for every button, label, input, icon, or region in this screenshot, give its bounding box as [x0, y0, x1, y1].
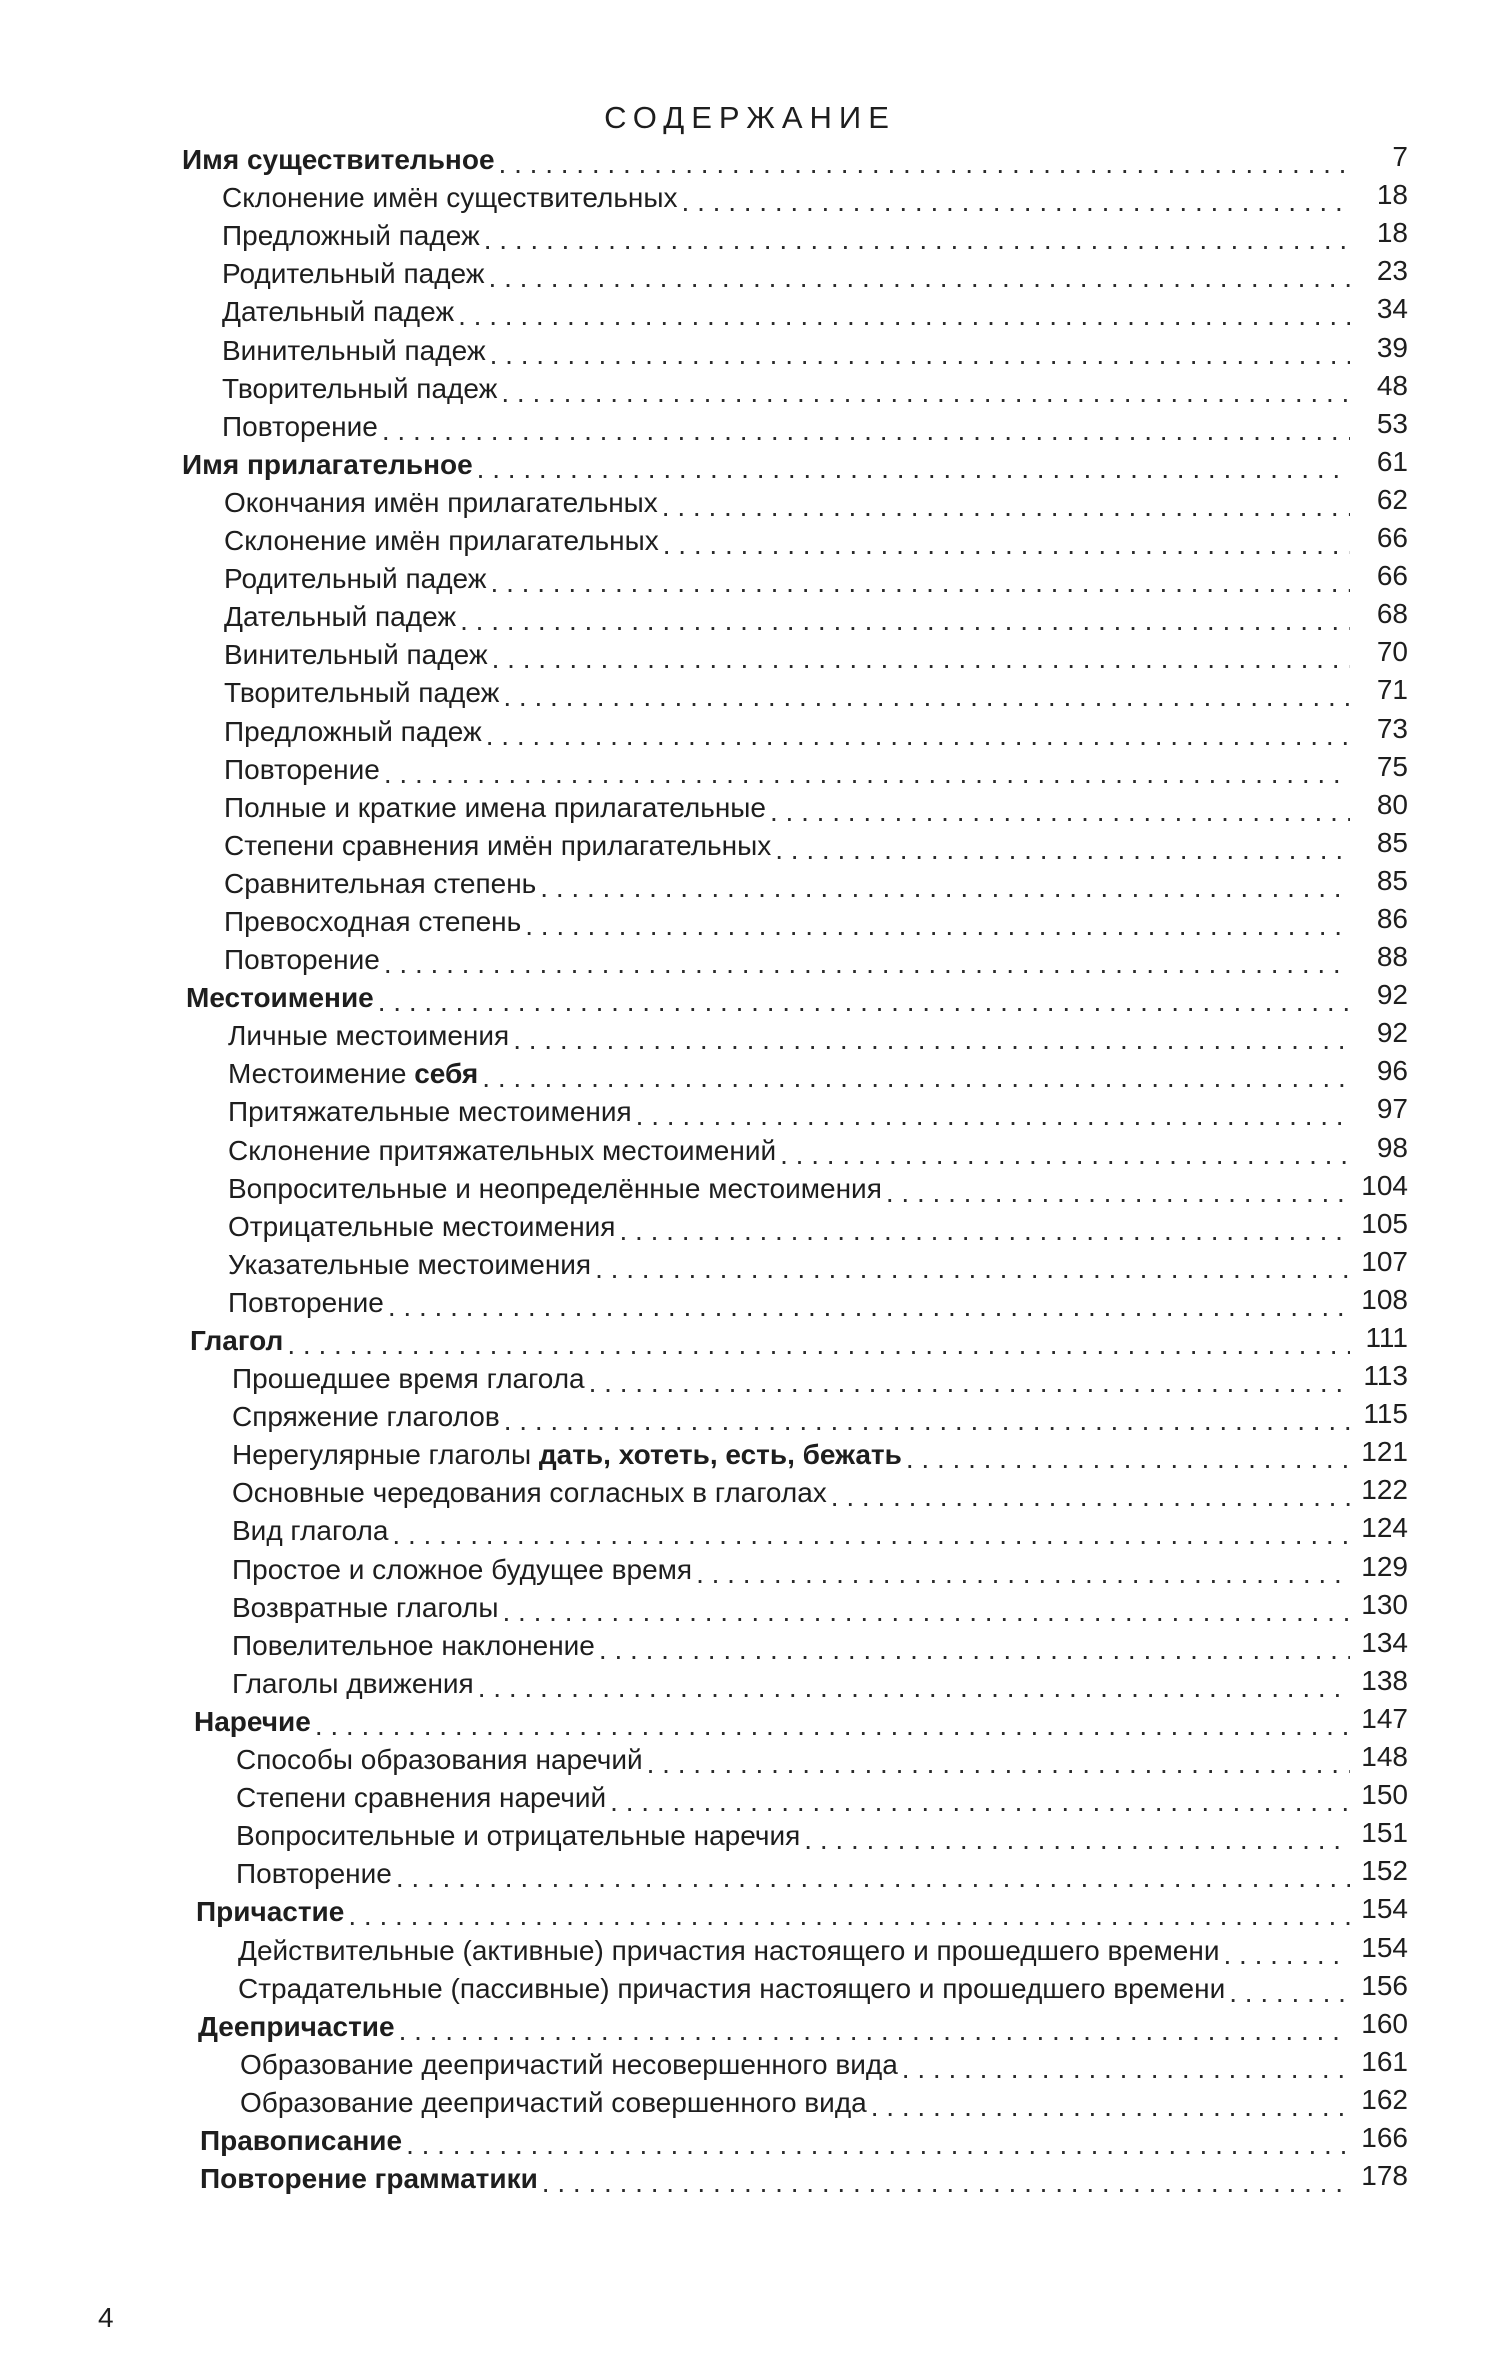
toc-entry-label-text: Правописание — [200, 2124, 403, 2156]
toc-entry-label-text: Указательные местоимения — [228, 1248, 592, 1280]
toc-entry-page: 23 — [1371, 255, 1408, 287]
dot-leader — [696, 1559, 1350, 1589]
toc-entry-label — [200, 2160, 538, 2198]
toc-entry-label-text: Повторение — [228, 1286, 384, 1318]
toc-entry-page: 70 — [1371, 636, 1408, 668]
dot-leader — [610, 1787, 1350, 1817]
dot-leader — [504, 1406, 1350, 1436]
dot-leader — [831, 1482, 1350, 1512]
dot-leader — [460, 606, 1350, 636]
toc-entry-label-text: Дательный падеж — [224, 601, 457, 633]
toc-entry-label-text: Повторение — [222, 410, 378, 442]
toc-entry-label — [224, 636, 488, 674]
dot-leader — [489, 263, 1350, 293]
toc-entry-label-text: Деепричастие — [198, 2010, 395, 2042]
toc-chapter-entry — [0, 1703, 1500, 1741]
dot-leader — [478, 1673, 1350, 1703]
dot-leader — [384, 949, 1350, 979]
dot-leader — [1229, 1978, 1350, 2008]
toc-entry-label-text: Способы образования наречий — [236, 1744, 643, 1776]
toc-entry-label-text: Имя прилагательное — [182, 448, 473, 480]
toc-section-entry — [0, 1170, 1500, 1208]
toc-entry-label-text: Повторение — [236, 1858, 392, 1890]
toc-section-entry — [0, 1817, 1500, 1855]
toc-entry-label — [228, 1284, 384, 1322]
dot-leader — [482, 1063, 1350, 1093]
toc-entry-page: 129 — [1355, 1551, 1408, 1583]
toc-section-entry — [0, 522, 1500, 560]
toc-section-entry — [0, 1208, 1500, 1246]
toc-entry-label — [224, 522, 659, 560]
toc-entry-label — [194, 1703, 311, 1741]
toc-section-entry — [0, 903, 1500, 941]
toc-entry-page: 134 — [1355, 1627, 1408, 1659]
dot-leader — [399, 2016, 1350, 2046]
toc-entry-label — [228, 1170, 882, 1208]
toc-section-entry — [0, 1931, 1500, 1969]
dot-leader — [599, 1635, 1350, 1665]
page-title: СОДЕРЖАНИЕ — [604, 100, 896, 135]
dot-leader — [378, 987, 1350, 1017]
toc-entry-page: 108 — [1355, 1284, 1408, 1316]
toc-chapter-entry — [0, 979, 1500, 1017]
toc-entry-label-text: Притяжательные местоимения — [228, 1096, 632, 1128]
dot-leader — [315, 1711, 1350, 1741]
toc-section-entry — [0, 1665, 1500, 1703]
toc-entry-label — [236, 1741, 643, 1779]
toc-entry-label-text: Творительный падеж — [224, 677, 500, 709]
dot-leader — [513, 1025, 1350, 1055]
toc-entry-label — [232, 1474, 827, 1512]
toc-section-entry — [0, 2084, 1500, 2122]
toc-section-entry — [0, 1741, 1500, 1779]
toc-entry-label-text: Причастие — [196, 1896, 345, 1928]
dot-leader — [501, 378, 1350, 408]
toc-entry-page: 97 — [1371, 1093, 1408, 1125]
toc-entry-label — [238, 1970, 1225, 2008]
toc-section-entry — [0, 1131, 1500, 1169]
dot-leader — [384, 759, 1350, 789]
dot-leader — [486, 721, 1350, 751]
dot-leader — [1223, 1940, 1350, 1970]
toc-entry-label-text: Образование деепричастий несовершенного вида — [240, 2048, 898, 2080]
toc-entry-label — [190, 1322, 283, 1360]
toc-entry-label-text: Вид глагола — [232, 1515, 389, 1547]
toc-entry-page: 85 — [1371, 865, 1408, 897]
toc-entry-label-text: Глагол — [190, 1325, 284, 1356]
toc-entry-label-text: Винительный падеж — [222, 334, 486, 366]
toc-section-entry — [0, 484, 1500, 522]
dot-leader — [871, 2092, 1350, 2122]
toc-entry-page: 107 — [1355, 1246, 1408, 1278]
toc-section-entry — [0, 331, 1500, 369]
toc-entry-label — [228, 1246, 591, 1284]
toc-section-entry — [0, 1474, 1500, 1512]
toc-entry-label-text: Действительные (активные) причастия настоящего и прошедшего времени — [238, 1934, 1220, 1966]
toc-entry-label — [224, 827, 771, 865]
dot-leader — [503, 682, 1350, 712]
toc-entry-label — [228, 1055, 478, 1093]
toc-entry-label-text: Склонение притяжательных местоимений — [228, 1134, 777, 1166]
toc-entry-label — [182, 141, 495, 179]
toc-entry-label — [196, 1893, 344, 1931]
toc-entry-page: 53 — [1371, 408, 1408, 440]
toc-entry-label — [186, 979, 374, 1017]
toc-section-entry — [0, 598, 1500, 636]
dot-leader — [595, 1254, 1350, 1284]
toc-entry-page: 113 — [1357, 1360, 1408, 1392]
dot-leader — [775, 835, 1350, 865]
table-of-contents — [0, 141, 1500, 2198]
toc-entry-page: 34 — [1371, 293, 1408, 325]
dot-leader — [492, 644, 1350, 674]
toc-entry-page: 18 — [1371, 179, 1408, 211]
dot-leader — [484, 225, 1350, 255]
toc-entry-page: 166 — [1355, 2122, 1408, 2154]
toc-entry-label-text: Основные чередования согласных в глаголах — [232, 1477, 827, 1509]
toc-section-entry — [0, 255, 1500, 293]
toc-entry-page: 61 — [1371, 446, 1408, 478]
toc-entry-label — [200, 2122, 402, 2160]
toc-chapter-entry — [0, 2008, 1500, 2046]
dot-leader — [662, 492, 1350, 522]
toc-entry-label — [228, 1017, 509, 1055]
toc-entry-label — [238, 1932, 1219, 1970]
toc-entry-label — [222, 255, 485, 293]
toc-entry-label-emphasis: себя — [414, 1058, 479, 1090]
toc-entry-label — [224, 789, 766, 827]
toc-entry-label — [236, 1817, 800, 1855]
toc-entry-label — [232, 1589, 498, 1627]
dot-leader — [540, 873, 1350, 903]
dot-leader — [388, 1292, 1350, 1322]
toc-entry-label — [182, 446, 473, 484]
dot-leader — [491, 568, 1350, 598]
toc-entry-page: 160 — [1355, 2008, 1408, 2040]
toc-section-entry — [0, 2046, 1500, 2084]
toc-entry-label — [232, 1551, 692, 1589]
dot-leader — [490, 340, 1350, 370]
toc-entry-page: 62 — [1371, 484, 1408, 516]
toc-section-entry — [0, 1436, 1500, 1474]
toc-entry-label — [222, 408, 378, 446]
toc-entry-label — [224, 674, 499, 712]
toc-entry-page: 86 — [1371, 903, 1408, 935]
toc-section-entry — [0, 1246, 1500, 1284]
dot-leader — [525, 911, 1350, 941]
toc-chapter-entry — [0, 2122, 1500, 2160]
toc-entry-label — [224, 598, 456, 636]
toc-entry-label — [224, 484, 658, 522]
toc-entry-label-text: Отрицательные местоимения — [228, 1210, 616, 1242]
toc-entry-label-text: Полные и краткие имена прилагательные — [224, 791, 766, 823]
dot-leader — [906, 1444, 1350, 1474]
toc-entry-label — [222, 293, 454, 331]
toc-entry-label-emphasis: дать, хотеть, есть, бежать — [538, 1439, 902, 1471]
toc-section-entry — [0, 674, 1500, 712]
toc-entry-page: 92 — [1371, 1017, 1408, 1049]
toc-section-entry — [0, 1627, 1500, 1665]
toc-section-entry — [0, 1779, 1500, 1817]
toc-section-entry — [0, 941, 1500, 979]
toc-entry-page: 115 — [1357, 1398, 1408, 1430]
toc-entry-label-text: Простое и сложное будущее время — [232, 1553, 693, 1585]
toc-entry-page: 150 — [1355, 1779, 1408, 1811]
toc-entry-label-text: Степени сравнения наречий — [236, 1782, 607, 1814]
toc-entry-page: 104 — [1355, 1170, 1408, 1202]
dot-leader — [396, 1863, 1350, 1893]
toc-chapter-entry — [0, 141, 1500, 179]
toc-entry-label-text: Предложный падеж — [224, 715, 482, 747]
toc-entry-label — [236, 1855, 392, 1893]
toc-entry-page: 39 — [1371, 332, 1408, 364]
toc-entry-label — [228, 1208, 615, 1246]
toc-section-entry — [0, 1017, 1500, 1055]
toc-entry-label — [232, 1512, 388, 1550]
dot-leader — [682, 187, 1350, 217]
dot-leader — [663, 530, 1350, 560]
toc-entry-label — [228, 1132, 776, 1170]
toc-entry-label-text: Возвратные глаголы — [232, 1591, 499, 1623]
toc-section-entry — [0, 1093, 1500, 1131]
toc-section-entry — [0, 1855, 1500, 1893]
toc-entry-page: 7 — [1386, 141, 1408, 173]
toc-entry-label — [232, 1398, 500, 1436]
toc-entry-page: 68 — [1371, 598, 1408, 630]
toc-entry-label-text: Склонение имён прилагательных — [224, 525, 659, 557]
toc-entry-page: 73 — [1371, 713, 1408, 745]
dot-leader — [382, 416, 1350, 446]
dot-leader — [886, 1178, 1350, 1208]
toc-section-entry — [0, 293, 1500, 331]
dot-leader — [477, 454, 1350, 484]
toc-chapter-entry — [0, 1322, 1500, 1360]
toc-entry-page: 121 — [1355, 1436, 1408, 1468]
toc-entry-label-text: Личные местоимения — [228, 1020, 510, 1052]
toc-entry-page: 138 — [1355, 1665, 1408, 1697]
toc-entry-label-text: Дательный падеж — [222, 296, 455, 328]
toc-entry-page: 178 — [1355, 2160, 1408, 2192]
toc-entry-label — [224, 903, 521, 941]
dot-leader — [636, 1101, 1350, 1131]
toc-entry-page: 75 — [1371, 751, 1408, 783]
dot-leader — [804, 1825, 1350, 1855]
toc-entry-label-text: Превосходная степень — [224, 905, 522, 937]
dot-leader — [902, 2054, 1350, 2084]
toc-entry-label-text: Повторение — [224, 753, 380, 785]
page-number: 4 — [98, 2302, 114, 2333]
toc-chapter-entry — [0, 1893, 1500, 1931]
toc-entry-label-text: Имя существительное — [182, 144, 495, 176]
toc-entry-page: 148 — [1355, 1741, 1408, 1773]
toc-section-entry — [0, 827, 1500, 865]
toc-entry-page: 161 — [1355, 2046, 1408, 2078]
toc-entry-label-text: Творительный падеж — [222, 372, 498, 404]
toc-entry-page: 124 — [1355, 1512, 1408, 1544]
toc-entry-page: 152 — [1355, 1855, 1408, 1887]
toc-section-entry — [0, 1970, 1500, 2008]
toc-entry-page: 156 — [1355, 1970, 1408, 2002]
toc-entry-page: 96 — [1371, 1055, 1408, 1087]
toc-entry-label — [232, 1627, 595, 1665]
toc-entry-page: 122 — [1355, 1474, 1408, 1506]
toc-entry-label — [232, 1360, 585, 1398]
toc-section-entry — [0, 1512, 1500, 1550]
toc-entry-label — [240, 2084, 867, 2122]
toc-entry-label — [224, 560, 487, 598]
toc-entry-label-text: Сравнительная степень — [224, 867, 537, 899]
toc-entry-label — [240, 2046, 898, 2084]
toc-entry-label — [222, 217, 480, 255]
toc-entry-page: 154 — [1355, 1932, 1408, 1964]
dot-leader — [458, 301, 1350, 331]
toc-entry-label-text: Вопросительные и неопределённые местоимения — [228, 1172, 882, 1204]
toc-entry-label-text: Родительный падеж — [224, 563, 487, 595]
dot-leader — [780, 1140, 1350, 1170]
dot-leader — [499, 149, 1350, 179]
toc-entry-page: 105 — [1355, 1208, 1408, 1240]
toc-entry-page: 88 — [1371, 941, 1408, 973]
toc-section-entry — [0, 560, 1500, 598]
toc-entry-label — [224, 865, 536, 903]
toc-section-entry — [0, 370, 1500, 408]
toc-section-entry — [0, 179, 1500, 217]
toc-entry-page: 111 — [1359, 1322, 1408, 1354]
toc-entry-label-text: Спряжение глаголов — [232, 1401, 500, 1433]
dot-leader — [348, 1901, 1350, 1931]
toc-chapter-entry — [0, 446, 1500, 484]
toc-entry-label — [224, 751, 380, 789]
toc-section-entry — [0, 712, 1500, 750]
toc-entry-label-text: Повторение грамматики — [200, 2163, 538, 2195]
toc-entry-label — [224, 941, 380, 979]
toc-entry-page: 48 — [1371, 370, 1408, 402]
dot-leader — [392, 1520, 1350, 1550]
toc-entry-label-text: Винительный падеж — [224, 639, 488, 671]
toc-entry-label — [198, 2008, 395, 2046]
dot-leader — [542, 2168, 1350, 2198]
toc-section-entry — [0, 1055, 1500, 1093]
toc-entry-page: 154 — [1355, 1893, 1408, 1925]
toc-entry-label-text: Местоимение — [186, 982, 374, 1014]
toc-entry-label — [224, 713, 482, 751]
toc-entry-label — [222, 179, 678, 217]
toc-entry-page: 98 — [1371, 1132, 1408, 1164]
toc-entry-label-text: Склонение имён существительных — [222, 182, 678, 214]
toc-entry-label-text: Наречие — [194, 1705, 311, 1737]
toc-entry-label — [222, 332, 486, 370]
toc-entry-label-text: Прошедшее время глагола — [232, 1363, 585, 1395]
toc-entry-label — [232, 1436, 902, 1474]
toc-entry-page: 18 — [1371, 217, 1408, 249]
dot-leader — [406, 2130, 1350, 2160]
toc-entry-label-text: Нерегулярные глаголы — [232, 1439, 539, 1471]
toc-chapter-entry — [0, 2160, 1500, 2198]
dot-leader — [770, 797, 1350, 827]
toc-entry-label — [222, 370, 497, 408]
toc-entry-label-text: Страдательные (пассивные) причастия настоящего и прошедшего времени — [238, 1972, 1226, 2004]
toc-section-entry — [0, 1550, 1500, 1588]
toc-section-entry — [0, 865, 1500, 903]
toc-entry-label — [236, 1779, 606, 1817]
toc-entry-label-text: Родительный падеж — [222, 258, 485, 290]
toc-entry-page: 130 — [1355, 1589, 1408, 1621]
toc-section-entry — [0, 1284, 1500, 1322]
toc-entry-label-text: Предложный падеж — [222, 220, 480, 252]
dot-leader — [619, 1216, 1350, 1246]
toc-entry-page: 85 — [1371, 827, 1408, 859]
toc-entry-label-text: Образование деепричастий совершенного вида — [240, 2086, 867, 2118]
toc-section-entry — [0, 789, 1500, 827]
dot-leader — [647, 1749, 1350, 1779]
toc-section-entry — [0, 408, 1500, 446]
toc-entry-page: 162 — [1355, 2084, 1408, 2116]
toc-section-entry — [0, 1589, 1500, 1627]
toc-entry-label — [228, 1093, 632, 1131]
toc-section-entry — [0, 751, 1500, 789]
toc-entry-label-text: Повторение — [224, 944, 380, 976]
toc-entry-label-text: Местоимение — [228, 1058, 415, 1090]
toc-section-entry — [0, 636, 1500, 674]
dot-leader — [589, 1368, 1350, 1398]
dot-leader — [502, 1597, 1350, 1627]
toc-entry-page: 147 — [1355, 1703, 1408, 1735]
toc-entry-label-text: Повелительное наклонение — [232, 1629, 595, 1661]
toc-entry-page: 66 — [1371, 560, 1408, 592]
toc-entry-page: 151 — [1355, 1817, 1408, 1849]
toc-entry-label-text: Глаголы движения — [232, 1667, 474, 1699]
toc-entry-page: 66 — [1371, 522, 1408, 554]
dot-leader — [287, 1330, 1350, 1360]
toc-section-entry — [0, 1398, 1500, 1436]
toc-entry-page: 80 — [1371, 789, 1408, 821]
toc-entry-label — [232, 1665, 474, 1703]
toc-section-entry — [0, 1360, 1500, 1398]
toc-entry-label-text: Вопросительные и отрицательные наречия — [236, 1820, 801, 1852]
toc-section-entry — [0, 217, 1500, 255]
toc-entry-label-text: Степени сравнения имён прилагательных — [224, 829, 772, 861]
toc-entry-page: 71 — [1371, 674, 1408, 706]
toc-entry-page: 92 — [1371, 979, 1408, 1011]
toc-entry-label-text: Окончания имён прилагательных — [224, 486, 658, 518]
